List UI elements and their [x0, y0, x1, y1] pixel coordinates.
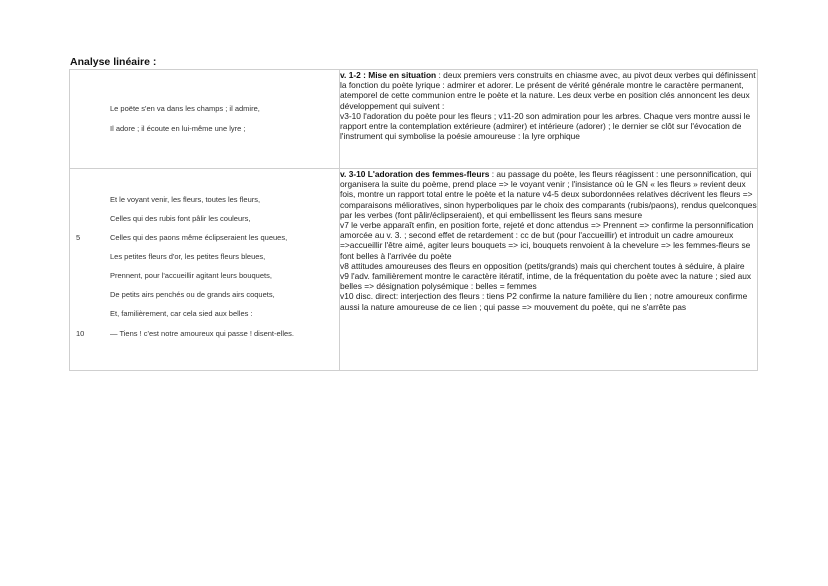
- commentary-paragraph: [340, 169, 757, 220]
- commentary-paragraph: [340, 70, 757, 111]
- commentary-paragraph: v7 le verbe apparaît enfin, en position forte, rejeté et donc attendus => Prennent => confirme la personnification amorcée au v. 3. ; second effet de retardement : cc de but (pour l'accueillir) et introduit un cadre amoureux =>accueillir l'être aimé, agiter leurs bouquets => ici, bouquets renvoient à la chevelure => les femmes-fleurs se font belles à l'arrivée du poète: [340, 220, 754, 261]
- poem-line: Celles qui des rubis font pâlir les couleurs,: [110, 214, 251, 223]
- section-intro: : deux premiers vers construits en chiasme avec, au pivot deux verbes qui définissent la fonction du poète lyrique : admirer et adorer. Le présent de vérité générale montre le caractère permanent, atemporel de cette communion entre le poète et la nature. Les deux verbe en position clés annoncent les deux développement qui suivent :: [340, 70, 756, 111]
- poem-line: Celles qui des paons même éclipseraient les queues,: [110, 233, 288, 242]
- poem-line: Le poëte s'en va dans les champs ; il admire,: [110, 104, 260, 113]
- commentary-cell: [340, 169, 758, 371]
- page-title: Analyse linéaire :: [70, 56, 157, 68]
- poem-cell: [70, 169, 340, 371]
- line-number: 10: [76, 329, 85, 338]
- section-heading: v. 1-2 : Mise en situation: [340, 70, 437, 80]
- commentary-cell: [340, 70, 758, 169]
- poem-line: Et, familièrement, car cela sied aux belles :: [110, 309, 253, 318]
- section-intro: : au passage du poète, les fleurs réagissent : une personnification, qui organisera la suite du poème, prend place => le voyant venir ; l'insistance où le GN « les fleurs » revient deux fois, montre un rapport total entre le poète et la nature v4-5 deux subordonnées relatives décrivent les fleurs => comparaisons mélioratives, sinon hyperboliques par le choix des comparants (rubis/paons), rendus quelconques par les verbes (font pâlir/éclipseraient), et qui embellissent les fleurs sans mesure: [340, 169, 757, 220]
- commentary-paragraph: v3-10 l'adoration du poète pour les fleurs ; v11-20 son admiration pour les arbres. Chaque vers montre aussi le rapport entre la contemplation extérieure (admirer) et intérieure (adorer) ; le dernier se clôt sur l'évocation de l'instrument qui symbolise la poésie amoureuse : la lyre orphique: [340, 110, 751, 142]
- commentary-paragraph: v9 l'adv. familièrement montre le caractère itératif, intime, de la fréquentation du poète avec la nature ; sied aux belles => désignation polysémique : belles = femmes: [340, 271, 752, 292]
- poem-line: Prennent, pour l'accueillir agitant leurs bouquets,: [110, 271, 272, 280]
- poem-line: Il adore ; il écoute en lui-même une lyre ;: [110, 124, 246, 133]
- commentary-paragraph: v8 attitudes amoureuses des fleurs en opposition (petits/grands) mais qui cherchent toutes à séduire, à plaire: [340, 260, 745, 271]
- poem-line: — Tiens ! c'est notre amoureux qui passe ! disent-elles.: [110, 329, 295, 338]
- table-row: [70, 70, 758, 169]
- poem-line: Et le voyant venir, les fleurs, toutes les fleurs,: [110, 195, 261, 204]
- section-heading: v. 3-10 L'adoration des femmes-fleurs: [340, 169, 490, 179]
- poem-line: Les petites fleurs d'or, les petites fleurs bleues,: [110, 252, 266, 261]
- poem-cell: [70, 70, 340, 169]
- commentary-paragraph: v10 disc. direct: interjection des fleurs : tiens P2 confirme la nature familière du lien ; notre amoureux confirme aussi la nature amoureuse de ce lien ; qui passe => mouvement du poète, qui ne s'arrête pas: [340, 291, 748, 312]
- poem-line: De petits airs penchés ou de grands airs coquets,: [110, 290, 275, 299]
- line-number: 5: [76, 233, 81, 242]
- analysis-table: [69, 69, 758, 371]
- table-row: [70, 169, 758, 371]
